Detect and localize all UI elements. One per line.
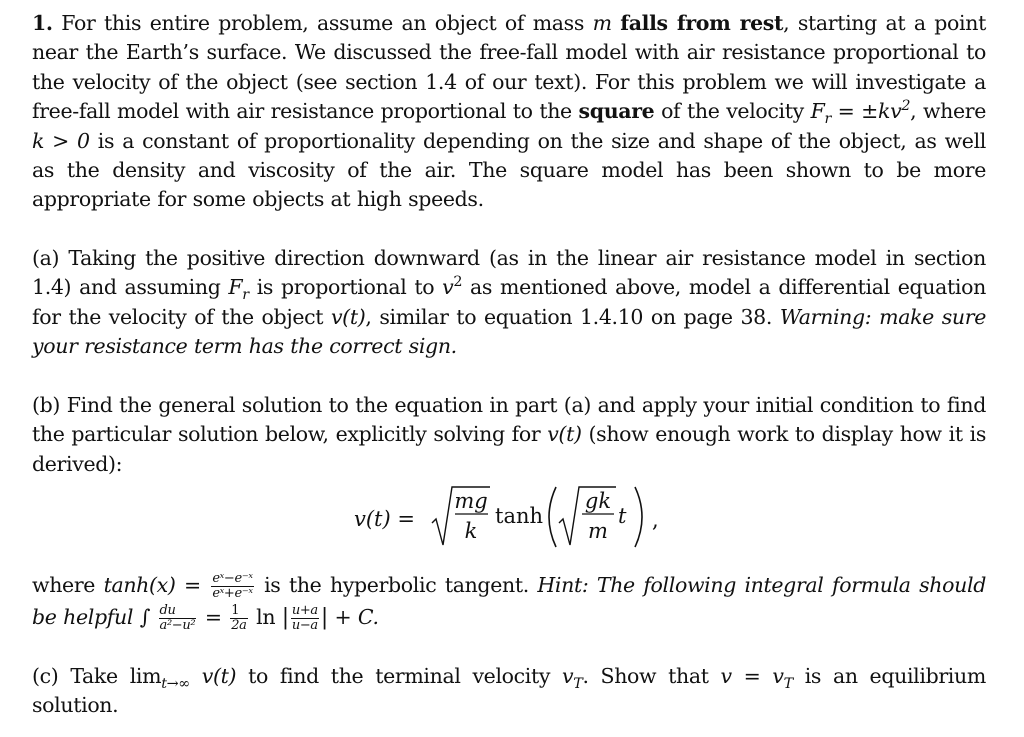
force-subscript: r bbox=[824, 111, 831, 128]
part-c bbox=[32, 662, 986, 721]
lim-subscript: t→∞ bbox=[161, 676, 190, 693]
sqrt2-numerator: gk bbox=[584, 489, 612, 513]
ln-denominator: u−a bbox=[291, 618, 318, 633]
tanh-denominator: eˣ+e⁻ˣ bbox=[212, 586, 253, 601]
terminal-subscript: T bbox=[573, 676, 583, 693]
integrand-denominator: a²−u² bbox=[159, 618, 196, 633]
equation-svg bbox=[354, 481, 674, 553]
force-power: 2 bbox=[901, 98, 911, 115]
falls-from-rest-phrase: falls from rest bbox=[620, 11, 784, 35]
intro-text-5: is a constant of proportionality depending on the size and shape of the object, as well as the density and viscosity of the air. The square model has been shown to be more appropriate for some objects at high speeds. bbox=[32, 128, 986, 212]
intro-text-1: For this entire problem, assume an object of mass bbox=[61, 11, 585, 35]
tanh-definition: tanh(x) = bbox=[103, 573, 201, 597]
part-c-label: (c) bbox=[32, 664, 59, 688]
tanh-argument-t: t bbox=[618, 504, 627, 528]
part-b bbox=[32, 391, 986, 479]
part-c-velocity: v(t) bbox=[201, 664, 237, 688]
integrand-fraction bbox=[159, 604, 197, 633]
part-b-label: (b) bbox=[32, 393, 61, 417]
integration-constant: + C. bbox=[334, 605, 379, 629]
equation-lhs: v(t) = bbox=[354, 507, 415, 531]
integral-equals: = bbox=[204, 605, 222, 629]
terminal-v: v bbox=[562, 664, 574, 688]
part-b-text-1: Find the general solution to the equation in part (a) and apply your initial condition to find the particular solution below, explicitly solving for bbox=[32, 393, 986, 447]
problem-number: 1. bbox=[32, 11, 53, 35]
fr-subscript: r bbox=[242, 287, 249, 304]
where-word: where bbox=[32, 573, 96, 597]
fr-letter: F bbox=[228, 275, 243, 300]
tanh-definition-and-hint: where tanh(x) = $\frac{\text{eˣ−e⁻ˣ}}{\text{eˣ+e⁻ˣ}}$ is the hyperbolic tangent. Hint: The following integral formula should be helpful ∫ $\frac{du}{\text{a²−u²}}$ = $\frac{1}{2a}$ ln | $\frac{u+a}{u-a}$ | + C. bbox=[32, 571, 986, 633]
tanh-fraction bbox=[211, 572, 253, 601]
part-c-text-1: Take bbox=[70, 664, 118, 688]
part-a-label: (a) bbox=[32, 246, 60, 270]
tanh-numerator: eˣ−e⁻ˣ bbox=[212, 571, 253, 586]
hint-text: Hint: The following integral formula should be helpful bbox=[32, 573, 986, 629]
integrand-numerator: du bbox=[159, 604, 197, 619]
v-power: 2 bbox=[453, 274, 463, 291]
force-expression bbox=[810, 98, 911, 128]
equation-comma: , bbox=[652, 508, 659, 532]
k-condition: k > 0 bbox=[32, 128, 90, 153]
equilibrium-subscript: T bbox=[783, 676, 793, 693]
problem-intro bbox=[32, 9, 986, 215]
mass-variable: m bbox=[592, 11, 612, 35]
ln-numerator: u+a bbox=[291, 603, 318, 618]
velocity-function: v(t) bbox=[330, 304, 366, 329]
left-paren bbox=[549, 487, 556, 547]
part-a-text-2: is proportional to bbox=[256, 275, 435, 300]
intro-text-4: , where bbox=[910, 99, 987, 124]
integral-sign: ∫ bbox=[139, 605, 150, 629]
sqrt1-denominator: k bbox=[464, 519, 478, 543]
part-a-text-1: Taking the positive direction downward (as in the linear air resistance model in section 1.4) and assuming bbox=[32, 246, 986, 300]
intro-text-2: , starting at a point near the Earth’s surface. We discussed the free-fall model with air resistance proportional to the velocity of the object (see section 1.4 of our text). For this problem we will investigate a free-fall model with air resistance proportional to the bbox=[32, 11, 986, 124]
equilibrium-expression bbox=[720, 664, 793, 693]
coefficient-numerator: 1 bbox=[230, 604, 247, 619]
force-symbol: F bbox=[810, 99, 825, 124]
sqrt2-denominator: m bbox=[588, 519, 608, 543]
part-a-warning: Warning: make sure your resistance term has the correct sign. bbox=[32, 304, 986, 359]
tanh-description: is the hyperbolic tangent. bbox=[264, 573, 529, 597]
force-equation: = ±kv bbox=[830, 99, 902, 124]
tanh-function: tanh bbox=[495, 504, 544, 528]
part-c-text-2: to find the terminal velocity bbox=[248, 664, 551, 688]
part-b-text-2: (show enough work to display how it is derived): bbox=[32, 422, 986, 476]
limit-expression bbox=[129, 664, 190, 693]
ln-function: ln bbox=[256, 605, 276, 629]
v-symbol: v bbox=[442, 275, 454, 300]
terminal-velocity-symbol bbox=[562, 664, 583, 693]
part-a bbox=[32, 244, 986, 362]
part-b-velocity: v(t) bbox=[547, 422, 582, 447]
part-a-text-3: as mentioned above, model a differential equation for the velocity of the object bbox=[32, 275, 986, 329]
coefficient-denominator: 2a bbox=[231, 618, 247, 633]
part-c-text-4: is an equilibrium solution. bbox=[32, 664, 986, 718]
right-paren bbox=[635, 487, 642, 547]
sqrt1-numerator: mg bbox=[454, 489, 488, 513]
ln-argument-fraction bbox=[291, 604, 319, 633]
square-word: square bbox=[578, 99, 655, 124]
intro-text-3: of the velocity bbox=[661, 99, 804, 124]
solution-equation bbox=[354, 481, 674, 553]
part-c-text-3: . Show that bbox=[582, 664, 709, 688]
equilibrium-eq: v = v bbox=[720, 664, 784, 688]
part-a-text-4: , similar to equation 1.4.10 on page 38. bbox=[365, 304, 773, 329]
lim-operator: lim bbox=[129, 664, 162, 688]
fr-symbol bbox=[228, 275, 249, 304]
coefficient-fraction bbox=[230, 604, 247, 633]
